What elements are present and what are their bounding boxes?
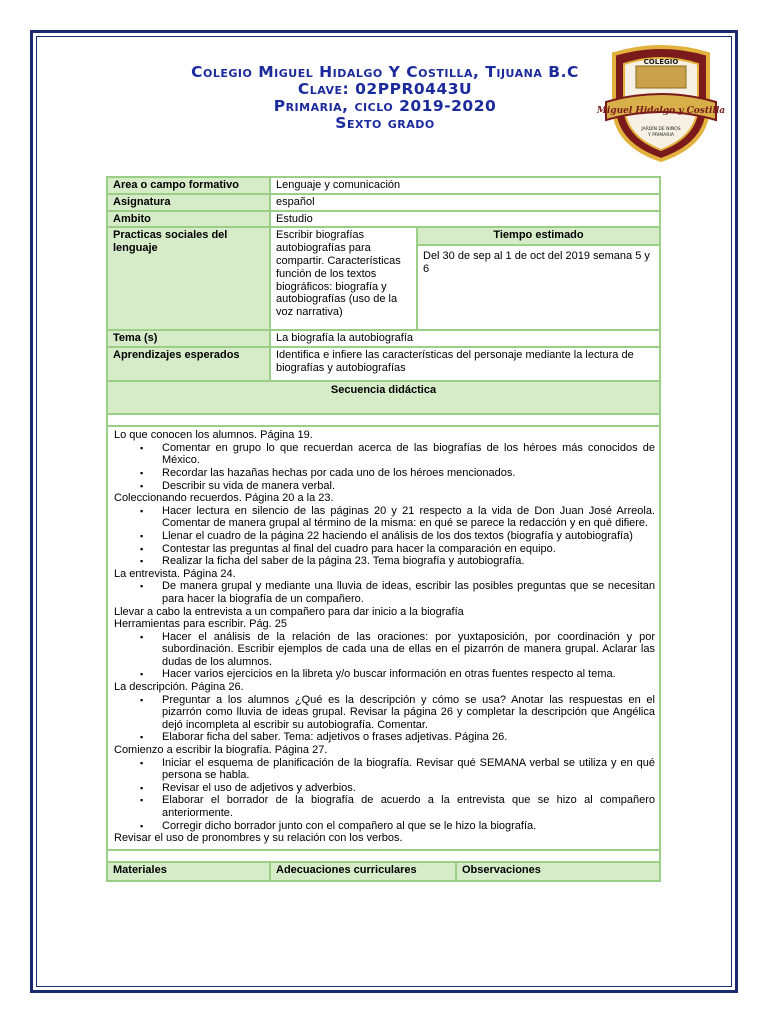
tiempo-value: Del 30 de sep al 1 de oct del 2019 semana 5 y 6 [423,250,650,276]
sequence-bullet: ▪ Corregir dicho borrador junto con el compañero al que se le hizo la biografía. [114,820,655,833]
sequence-heading: La entrevista. Página 24. [114,567,236,580]
row-practicas [108,228,659,331]
lesson-plan-table [106,176,661,882]
area-value: Lenguaje y comunicación [276,179,401,191]
logo-bottom-line1: JARDÍN DE NIÑOS [641,127,681,132]
sequence-bullet: ▪ Elaborar el borrador de la biografía de acuerdo a la entrevista que se hizo al compañero anteriormente. [114,794,655,819]
sequence-bullet: ▪ Hacer varios ejercicios en la libreta y/o buscar información en otras fuentes respecto al tema. [114,668,655,681]
spacer-row [108,415,659,427]
sequence-bullet: ▪ Hacer el análisis de la relación de las oraciones: por yuxtaposición, por coordinación y por subordinación. Escribir ejemplos de cada una de ellas en el pizarrón de manera grupal. Aclarar las dudas de los alumnos. [114,631,655,669]
asignatura-label: Asignatura [108,195,271,210]
asignatura-value: español [276,195,315,208]
aprendizajes-label: Aprendizajes esperados [108,348,271,380]
row-aprendizajes [108,348,659,382]
row-area [108,178,659,195]
tema-value: La biografía la autobiografía [276,332,413,345]
aprendizajes-value: Identifica e infiere las características del personaje mediante la lectura de biografías y autobiografías [276,349,634,374]
row-asignatura [108,195,659,212]
sequence-heading: Coleccionando recuerdos. Página 20 a la 23. [114,492,334,505]
sequence-bullet: ▪ Contestar las preguntas al final del cuadro para hacer la comparación en equipo. [114,543,655,556]
sequence-bullet: ▪ De manera grupal y mediante una lluvia de ideas, escribir las posibles preguntas que se necesitan para hacer la biografía de un compañero. [114,580,655,605]
sequence-bullet: ▪ Llenar el cuadro de la página 22 haciendo el análisis de los dos textos (biografía y autobiografía) [114,530,655,543]
ambito-value: Estudio [276,212,313,225]
tiempo-label: Tiempo estimado [418,228,659,246]
sequence-bullet: ▪ Comentar en grupo lo que recuerdan acerca de las biografías de los héroes más conocidos de México. [114,442,655,467]
school-header [130,64,640,132]
sequence-heading: Llevar a cabo la entrevista a un compañero para dar inicio a la biografía [114,605,464,618]
sequence-bullet: ▪ Iniciar el esquema de planificación de la biografía. Revisar qué SEMANA verbal se utiliza y en qué persona se habla. [114,757,655,782]
logo-ribbon-text: Miguel Hidalgo y Costilla [596,106,726,116]
row-secuencia-head [108,382,659,415]
school-crest-icon [596,44,726,162]
school-logo [596,44,726,162]
sequence-heading: Revisar el uso de pronombres y su relación con los verbos. [114,832,403,845]
school-code: Clave: 02PPR0443U [297,80,473,98]
practicas-value: Escribir biografías autobiografías para compartir. Características función de los textos biográficos: biografía y autobiografías (uso de la voz narrativa) [271,228,418,329]
logo-top-text: COLEGIO [643,58,679,66]
tema-label: Tema (s) [108,331,271,346]
school-cycle: Primaria, ciclo 2019-2020 [273,97,497,115]
sequence-bullet: ▪ Realizar la ficha del saber de la página 23. Tema biografía y autobiografía. [114,555,655,568]
secuencia-label: Secuencia didáctica [108,382,659,413]
sequence-heading: Comienzo a escribir la biografía. Página 27. [114,744,328,757]
sequence-bullet: ▪ Revisar el uso de adjetivos y adverbios. [114,782,655,795]
adecuaciones-label: Adecuaciones curriculares [271,863,457,880]
school-name: Colegio Miguel Hidalgo Y Costilla, Tijuana B.C [191,63,579,81]
ambito-label: Ambito [108,212,271,227]
sequence-bullet: ▪ Describir su vida de manera verbal. [114,480,655,493]
sequence-heading: Lo que conocen los alumnos. Página 19. [114,429,313,442]
sequence-heading: Herramientas para escribir. Pág. 25 [114,618,288,631]
sequence-bullet: ▪ Preguntar a los alumnos ¿Qué es la descripción y cómo se usa? Anotar las respuestas en el pizarrón como lluvia de ideas grupal. Revisar la página 26 y completar la descripción que Angélica dejó incompleta al escribir su autobiografía. Comentar. [114,694,655,732]
sequence-bullet: ▪ Recordar las hazañas hechas por cada uno de los héroes mencionados. [114,467,655,480]
row-footer [108,861,659,880]
row-tema [108,331,659,348]
sequence-bullet: ▪ Hacer lectura en silencio de las páginas 20 y 21 respecto a la vida de Don Juan José Arreola. Comentar de manera grupal al término de la misma: en qué se parece la redacción y en qué difiere. [114,505,655,530]
practicas-label: Practicas sociales del lenguaje [108,228,271,329]
area-label: Area o campo formativo [108,178,271,193]
logo-bottom-line2: Y PRIMARIA [648,133,674,138]
row-ambito [108,212,659,229]
observaciones-label: Observaciones [457,863,659,880]
tiempo-block [418,228,659,329]
school-grade: Sexto grado [335,114,435,132]
materiales-label: Materiales [108,863,271,880]
sequence-heading: La descripción. Página 26. [114,681,244,694]
sequence-bullet: ▪ Elaborar ficha del saber. Tema: adjetivos o frases adjetivas. Página 26. [114,731,655,744]
spacer-row-bottom [108,849,659,861]
sequence-body [108,427,659,849]
